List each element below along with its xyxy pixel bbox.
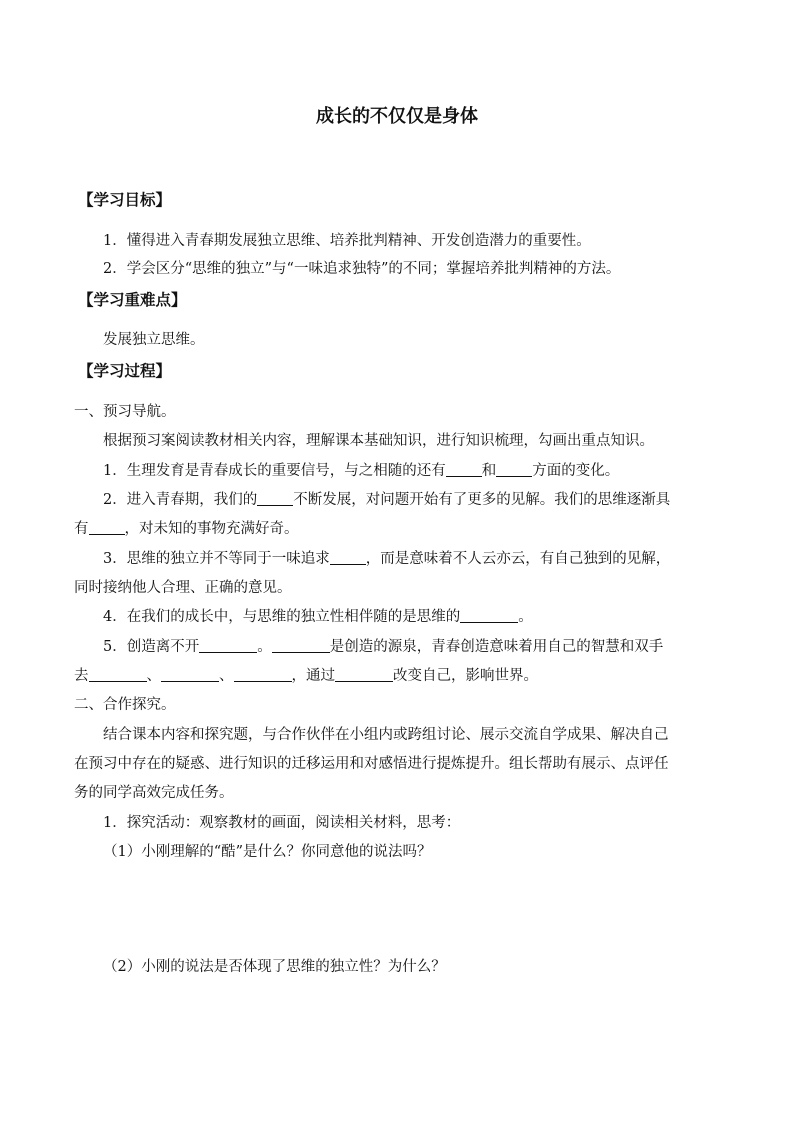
fill-blank[interactable] [199,636,257,653]
paragraph-line: 在预习中存在的疑惑、进行知识的迁移运用和对感悟进行提炼提升。组长帮助有展示、点评任 [74,756,669,772]
paragraph-line: 结合课本内容和探究题，与合作伙伴在小组内或跨组讨论、展示交流自学成果、解决自己 [103,727,669,743]
question-text: 不断发展，对问题开始有了更多的见解。我们的思维逐渐具 [293,492,671,508]
question-2 [103,489,670,511]
question-2-cont [74,518,299,540]
question-text: 方面的变化。 [532,463,620,479]
fill-blank[interactable] [89,665,147,682]
heading-key-points: 【学习重难点】 [78,290,187,309]
question-text: 有 [74,521,89,537]
sub-question: （2）小刚的说法是否体现了思维的独立性？为什么？ [103,959,446,975]
question-1 [103,460,619,482]
fill-blank[interactable] [161,665,219,682]
section-intro: 根据预习案阅读教材相关内容，理解课本基础知识，进行知识梳理，勾画出重点知识。 [103,433,654,449]
fill-blank[interactable] [330,548,366,565]
question-text: 改变自己，影响世界。 [393,668,538,684]
question-text: 。 [257,639,272,655]
goal-item: 2．学会区分“思维的独立”与“一味追求独特”的不同；掌握培养批判精神的方法。 [103,261,621,277]
question-text: 3．思维的独立并不等同于一味追求 [103,551,330,567]
activity-heading: 1．探究活动：观察教材的画面，阅读相关材料，思考： [103,815,461,831]
fill-blank[interactable] [257,489,293,506]
fill-blank[interactable] [496,460,532,477]
key-point-text: 发展独立思维。 [103,332,205,348]
section-heading: 二、合作探究。 [74,697,176,713]
fill-blank[interactable] [272,636,330,653]
fill-blank[interactable] [460,606,518,623]
sub-question: （1）小刚理解的“酷”是什么？你同意他的说法吗？ [103,844,432,860]
fill-blank[interactable] [335,665,393,682]
heading-goals: 【学习目标】 [78,190,172,209]
fill-blank[interactable] [234,665,292,682]
question-3 [103,548,670,570]
question-text: 去 [74,668,89,684]
question-5-cont [74,665,538,687]
section-heading: 一、预习导航。 [74,404,176,420]
separator: 、 [219,668,234,684]
question-text: 。 [518,609,533,625]
fill-blank[interactable] [446,460,482,477]
question-5 [103,636,663,658]
heading-process: 【学习过程】 [78,361,172,380]
paragraph-line: 务的同学高效完成任务。 [74,785,234,801]
fill-blank[interactable] [89,518,125,535]
goal-item: 1．懂得进入青春期发展独立思维、培养批判精神、开发创造潜力的重要性。 [103,233,591,249]
document-title: 成长的不仅仅是身体 [316,106,478,127]
question-text: 是创造的源泉，青春创造意味着用自己的智慧和双手 [329,639,664,655]
question-text: ，而是意味着不人云亦云，有自己独到的见解， [365,551,671,567]
question-text: ，对未知的事物充满好奇。 [124,521,299,537]
question-text: 1．生理发育是青春成长的重要信号，与之相随的还有 [103,463,446,479]
question-text: 和 [481,463,497,479]
question-text: 4．在我们的成长中，与思维的独立性相伴随的是思维的 [103,609,461,625]
separator: 、 [146,668,161,684]
question-text: ，通过 [291,668,335,684]
question-text: 2．进入青春期，我们的 [103,492,258,508]
question-text: 5．创造离不开 [103,639,200,655]
question-4 [103,606,533,628]
question-3-cont: 同时接纳他人合理、正确的意见。 [74,580,292,596]
